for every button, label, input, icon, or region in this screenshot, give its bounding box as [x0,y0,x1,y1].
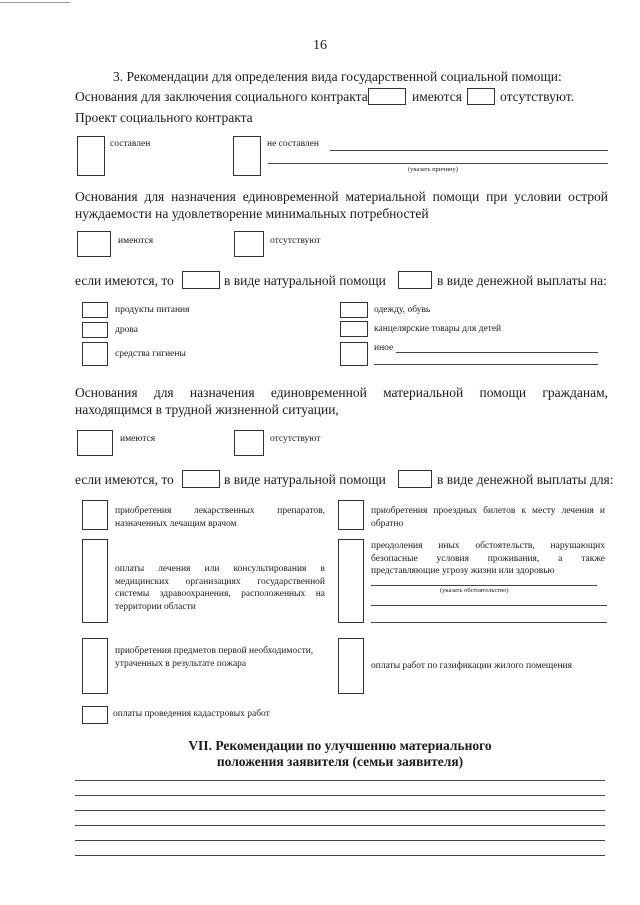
drafted-checkbox[interactable] [77,136,105,176]
fire-label: приобретения предметов первой необходимости, утраченных в результате пожара [115,646,314,669]
recommendation-line[interactable] [75,825,605,826]
gas-label: оплаты работ по газификации жилого помещения [371,661,572,671]
cadastral-checkbox[interactable] [82,706,108,724]
hardship-exist-label: имеются [120,434,156,444]
hardship-in-kind-label: в виде натуральной помощи [224,472,386,487]
food-label: продукты питания [115,305,190,315]
clothes-label: одежду, обувь [374,305,431,315]
circumstance-hint: (указать обстоятельство) [440,587,509,594]
section7-title-line2: положения заявителя (семьи заявителя) [216,754,464,769]
stationery-label: канцелярские товары для детей [374,324,502,334]
contract-exist-checkbox[interactable] [368,88,406,105]
clothes-checkbox[interactable] [340,302,368,318]
hardship-aid-paragraph: Основания для назначения единовременной материальной помощи гражданам, находящимся в трудной жизненной ситуации, [75,385,608,417]
other-line-2[interactable] [374,364,598,365]
section7-title-line1: VII. Рекомендации по улучшению материального [188,738,492,753]
treatment-label: оплаты лечения или консультирования в медицинских организациях государственной системы здравоохранения, расположенных на территории области [115,564,325,612]
reason-hint: (указать причину) [408,166,458,173]
recommendation-line[interactable] [75,855,605,856]
hardship-absent-label: отсутствуют [270,434,321,444]
aid-cash-checkbox[interactable] [398,271,432,289]
contract-absent-checkbox[interactable] [467,88,495,105]
section3-heading: 3. Рекомендации для определения вида государственной социальной помощи: [113,69,562,84]
tickets-checkbox[interactable] [338,500,364,530]
one-time-aid-paragraph: Основания для назначения единовременной материальной помощи при условии острой нуждаемости на удовлетворение минимальных потребностей [75,189,608,221]
circumstance-line[interactable] [371,585,597,586]
medicines-label: приобретения лекарственных препаратов, назначенных лечащим врачом [115,506,325,529]
hygiene-checkbox[interactable] [82,342,108,366]
recommendation-line[interactable] [75,840,605,841]
page-number: 16 [313,38,327,53]
contract-absent-label: отсутствуют. [500,89,574,104]
hardship-cash-label: в виде денежной выплаты для: [437,472,614,487]
fire-checkbox[interactable] [82,638,108,694]
aid-cash-label: в виде денежной выплаты на: [437,273,607,288]
recommendation-line[interactable] [75,810,605,811]
circumstance-line-3[interactable] [371,622,607,623]
medicines-checkbox[interactable] [82,500,108,530]
treatment-checkbox[interactable] [82,539,108,623]
hardship-absent-checkbox[interactable] [234,430,264,456]
aid-absent-label: отсутствуют [270,236,321,246]
cadastral-label: оплаты проведения кадастровых работ [113,709,270,719]
tickets-label: приобретения проездных билетов к месту лечения и обратно [371,506,605,529]
other-checkbox[interactable] [340,342,368,366]
contract-exist-label: имеются [412,89,462,104]
not-drafted-label: не составлен [267,139,319,149]
reason-line-2[interactable] [268,163,608,164]
hardship-cash-checkbox[interactable] [398,470,432,488]
circumstances-checkbox[interactable] [338,539,364,623]
firewood-checkbox[interactable] [82,322,108,338]
gas-checkbox[interactable] [338,638,364,694]
contract-basis-label: Основания для заключения социального контракта [75,89,368,104]
aid-in-kind-label: в виде натуральной помощи [224,273,386,288]
other-label: иное [374,343,394,353]
aid-if-exist-label: если имеются, то [75,273,174,288]
not-drafted-checkbox[interactable] [233,136,261,176]
circumstance-line-2[interactable] [371,605,607,606]
aid-in-kind-checkbox[interactable] [182,271,220,289]
stationery-checkbox[interactable] [340,321,368,337]
aid-exist-label: имеются [118,236,154,246]
hardship-if-exist-label: если имеются, то [75,472,174,487]
drafted-label: составлен [110,139,151,149]
hardship-exist-checkbox[interactable] [77,430,113,456]
food-checkbox[interactable] [82,302,108,318]
project-label: Проект социального контракта [75,110,253,125]
other-line[interactable] [396,352,598,353]
hardship-in-kind-checkbox[interactable] [182,470,220,488]
hygiene-label: средства гигиены [115,349,186,359]
aid-absent-checkbox[interactable] [234,231,264,257]
scan-edge-line [0,2,70,3]
circumstances-label: преодоления иных обстоятельств, нарушающих безопасные условия проживания, а также представляющие угрозу жизни или здоровью [371,541,605,576]
recommendation-line[interactable] [75,795,605,796]
aid-exist-checkbox[interactable] [77,231,111,257]
firewood-label: дрова [115,325,138,335]
recommendation-line[interactable] [75,780,605,781]
reason-line[interactable] [330,150,608,151]
